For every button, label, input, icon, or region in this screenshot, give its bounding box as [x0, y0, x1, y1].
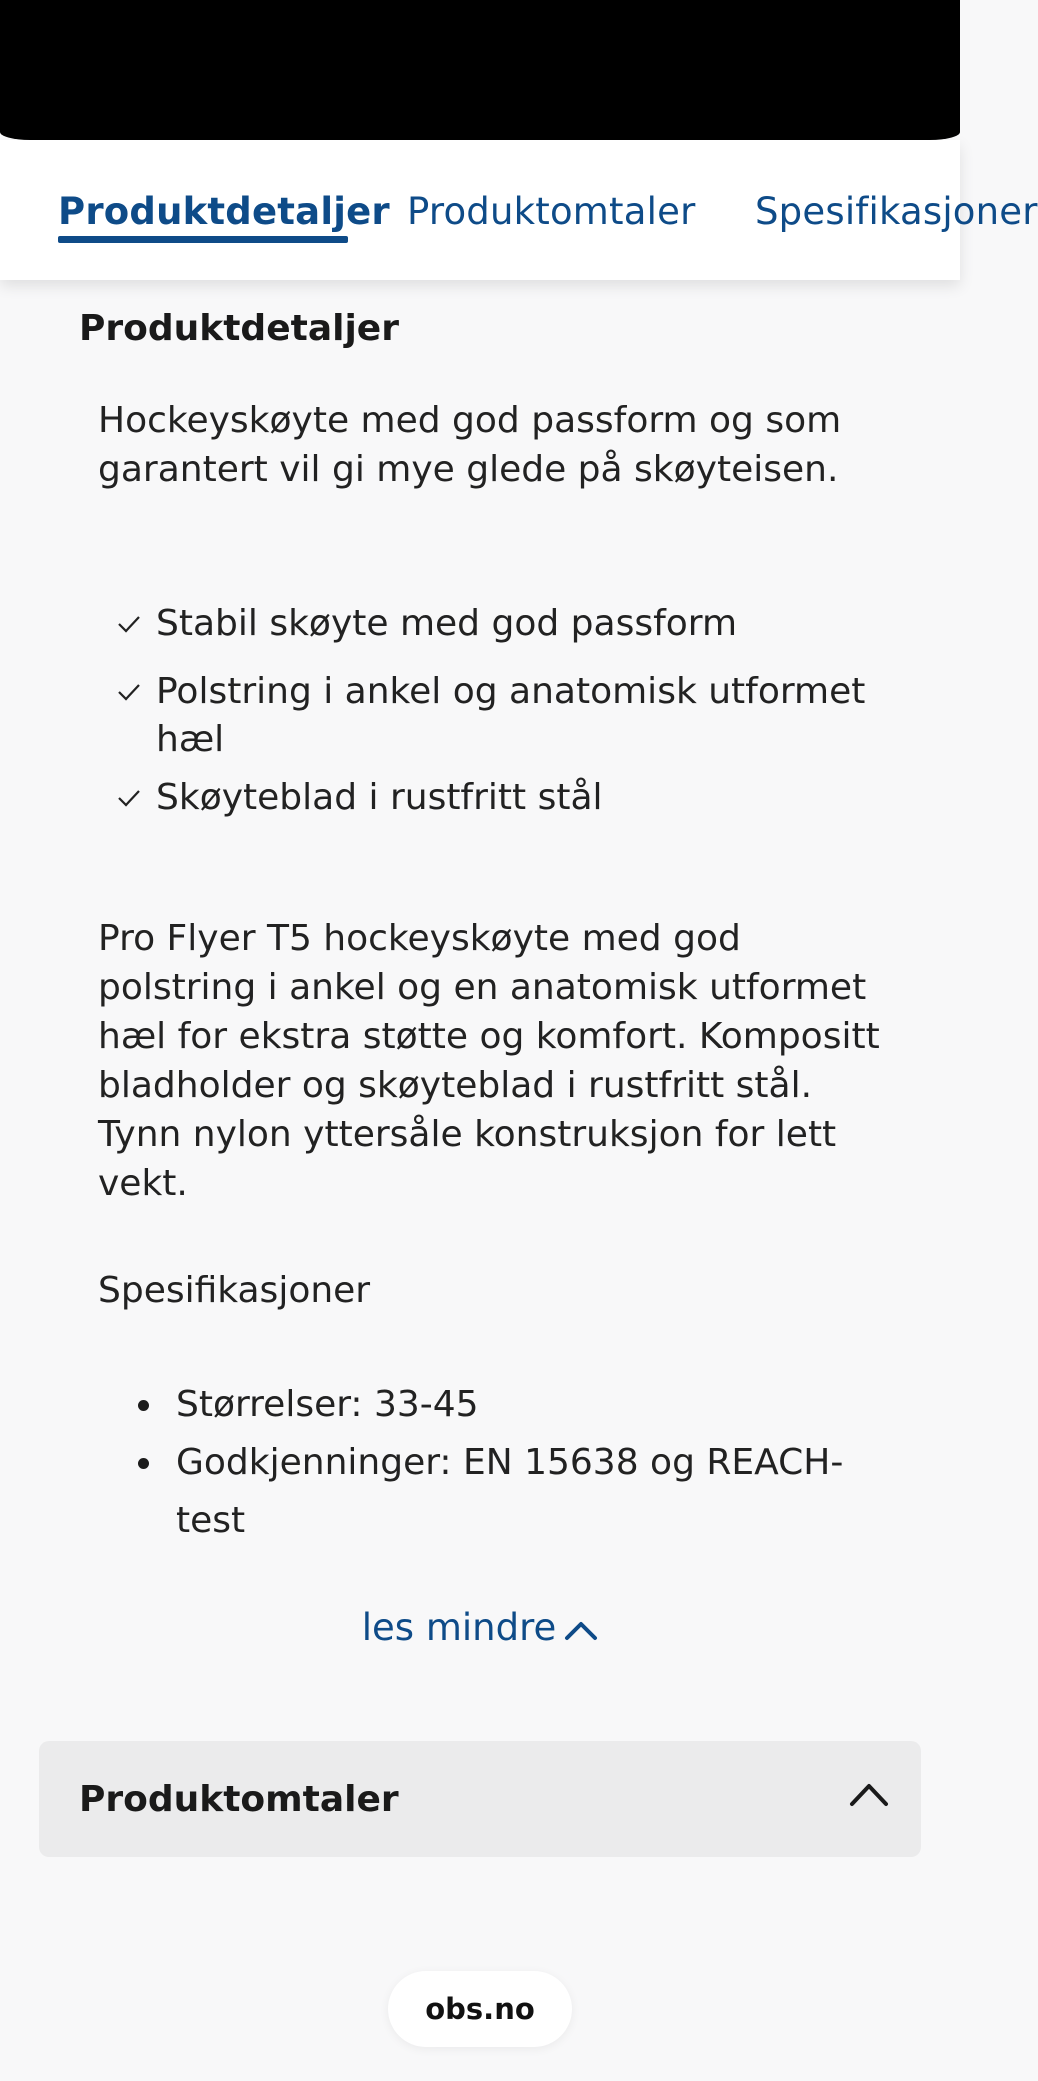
list-item — [138, 1434, 858, 1550]
product-tabs — [0, 140, 1038, 280]
tab-produktdetaljer[interactable]: Produktdetaljer — [58, 190, 390, 233]
checkmark-icon — [118, 684, 140, 700]
bullet-icon — [138, 1400, 149, 1411]
section-title: Produktdetaljer — [79, 308, 399, 349]
bullet-icon — [138, 1458, 149, 1469]
list-item — [118, 774, 878, 822]
spec-text: Størrelser: 33-45 — [176, 1384, 479, 1425]
list-item — [118, 668, 878, 764]
intro-text: Hockeyskøyte med god passform og som garantert vil gi mye glede på skøyteisen. — [98, 400, 842, 490]
chevron-up-icon — [849, 1781, 889, 1807]
description-text: Pro Flyer T5 hockeyskøyte med god polstring i ankel og en anatomisk utformet hæl for ekstra støtte og komfort. Kompositt bladholder og skøyteblad i rustfritt stål. Tynn nylon yttersåle konstruksjon for lett vekt. — [98, 918, 880, 1204]
read-less-link[interactable] — [0, 1606, 960, 1649]
accordion-title: Produktomtaler — [79, 1779, 399, 1820]
list-item — [138, 1376, 858, 1434]
spec-heading: Spesifikasjoner — [98, 1270, 371, 1311]
feature-text: Skøyteblad i rustfritt stål — [156, 777, 603, 818]
url-bar[interactable] — [388, 1971, 572, 2047]
feature-list — [118, 600, 878, 822]
status-bar — [0, 0, 960, 140]
spec-text: Godkjenninger: EN 15638 og REACH-test — [176, 1442, 844, 1541]
checkmark-icon — [118, 616, 140, 632]
feature-text: Stabil skøyte med god passform — [156, 603, 738, 644]
feature-text: Polstring i ankel og anatomisk utformet hæl — [156, 671, 866, 760]
chevron-up-icon — [564, 1619, 598, 1641]
checkmark-icon — [118, 790, 140, 806]
tab-spesifikasjoner[interactable]: Spesifikasjoner — [755, 190, 1038, 233]
list-item — [118, 600, 878, 648]
active-tab-indicator — [58, 236, 348, 243]
tab-produktomtaler[interactable]: Produktomtaler — [407, 190, 696, 233]
spec-list — [138, 1376, 858, 1550]
url-text: obs.no — [425, 1992, 535, 2026]
read-less-label: les mindre — [361, 1606, 557, 1649]
reviews-accordion[interactable] — [39, 1741, 921, 1857]
